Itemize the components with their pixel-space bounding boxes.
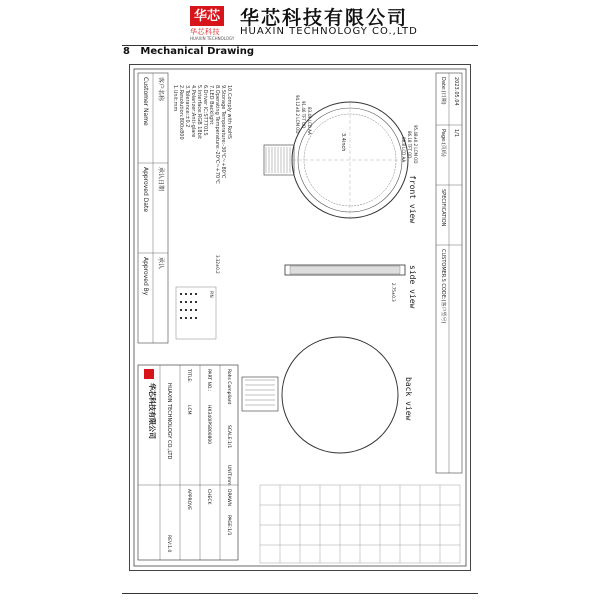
dim-lcd-aa-h: 88.8 LCD AA: [401, 137, 406, 163]
pin-detail: [176, 287, 216, 339]
approved-date-label: Approved Date: [142, 167, 149, 213]
note-1: 1.Unit:mm: [172, 85, 178, 112]
revision-grid: [260, 485, 460, 563]
approved-by-label-cn: 承认: [157, 257, 164, 270]
approve-label: APPROVE: [186, 489, 191, 511]
note-9: 9.Storage Temperature:-30℃~+80℃: [220, 85, 226, 179]
section-heading: [123, 46, 254, 57]
note-2: 2.Resolution:800x800: [178, 85, 184, 140]
section-title: Mechanical Drawing: [140, 46, 255, 57]
company-logo: [190, 6, 224, 26]
logo-text: 华芯: [193, 8, 220, 24]
unit-label: UNIT:mm: [226, 465, 231, 486]
front-view: [264, 95, 418, 223]
dim-lcm-od-w: 94.12±0.2 LCM OD: [295, 95, 300, 134]
customer-code-label: CUSTOMER.S CODE:(客户型号): [440, 249, 446, 324]
logo-caption: 华芯科技: [190, 28, 220, 36]
document-header: [0, 0, 600, 44]
dim-lcm-od-h: 95.48±0.2 LCM OD: [413, 125, 418, 164]
customer-name-label-cn: 客户名称: [157, 77, 164, 102]
section-number: 8: [123, 46, 130, 57]
company-name-en: HUAXIN TECHNOLOGY CO.,LTD: [240, 26, 418, 37]
header-strip: [436, 73, 462, 473]
title-block-logo: [144, 369, 154, 379]
pin-detail-title: PIN: [209, 291, 214, 298]
spec-label: SPECIFICATION: [440, 189, 446, 227]
notes-block: [172, 85, 232, 184]
note-5: 5.Interface:RGB 18bit: [196, 85, 202, 140]
scale-label: SCALE:1/1: [226, 425, 231, 449]
note-6: 6.Driver IC:ST7701S: [202, 85, 208, 136]
title-label: TITLE:: [186, 369, 191, 383]
rohs-label: Rohs Compliant: [226, 369, 231, 405]
dim-tft-od-w: 91.46 TFT OD: [301, 101, 306, 129]
title-block-company-cn: 华芯科技有限公司: [148, 383, 156, 439]
dim-tft-od-h: 86.18 TFT OD: [407, 131, 412, 159]
title-value: LCM: [186, 405, 191, 415]
page-label: Page:(页码): [440, 129, 446, 157]
note-8: 8.Operating Temperature:-20℃~+70℃: [214, 85, 220, 184]
page-label-block: PAGE:1/1: [226, 515, 231, 536]
front-view-label: front view: [408, 175, 417, 224]
page-value: 1/1: [453, 129, 459, 138]
approved-date-label-cn: 承认日期: [157, 167, 164, 192]
approved-by-label: Approved By: [142, 257, 149, 296]
dim-lcd-aa-w: 83.49 LCD AA: [307, 107, 312, 135]
back-view-label: back view: [404, 377, 413, 421]
date-value: 2023.05.04: [453, 77, 459, 106]
note-7: 7.LED Backlight: [208, 85, 214, 125]
customer-name-label: Customer Name: [142, 77, 149, 126]
dim-side-fpc: 2.75±0.3: [391, 283, 396, 302]
note-3: 3.Tolerance:±0.2: [184, 85, 190, 128]
dim-side-thickness: 3.32±0.2: [215, 255, 220, 274]
date-label: Date:(日期): [440, 77, 446, 105]
back-view: [242, 337, 413, 453]
part-value: HX340IPS800800: [206, 405, 211, 445]
note-10: 10.Comply with RoHS: [226, 85, 232, 139]
title-block-company-en: HUAXIN TECHNOLOGY CO.,LTD: [166, 383, 172, 460]
rev-label: REV:1.0: [166, 535, 171, 553]
part-label: PART NO.:: [206, 369, 211, 392]
approval-table: [138, 73, 168, 343]
footer-rule: [122, 593, 478, 594]
title-block: [138, 365, 238, 560]
side-view: [215, 255, 417, 309]
drawn-label: DRAWN: [226, 489, 231, 507]
front-center-label: 3.4inch: [340, 133, 346, 152]
check-label: CHECK: [206, 489, 211, 505]
side-view-label: side view: [408, 265, 417, 309]
drawing-canvas: [130, 65, 470, 570]
mechanical-drawing: [129, 64, 471, 571]
company-name-cn: 华芯科技有限公司: [240, 7, 409, 29]
note-4: 4.Polarizer:Anti-glare: [190, 85, 196, 138]
logo-small-caption: HUAXIN TECHNOLOGY: [190, 36, 235, 41]
